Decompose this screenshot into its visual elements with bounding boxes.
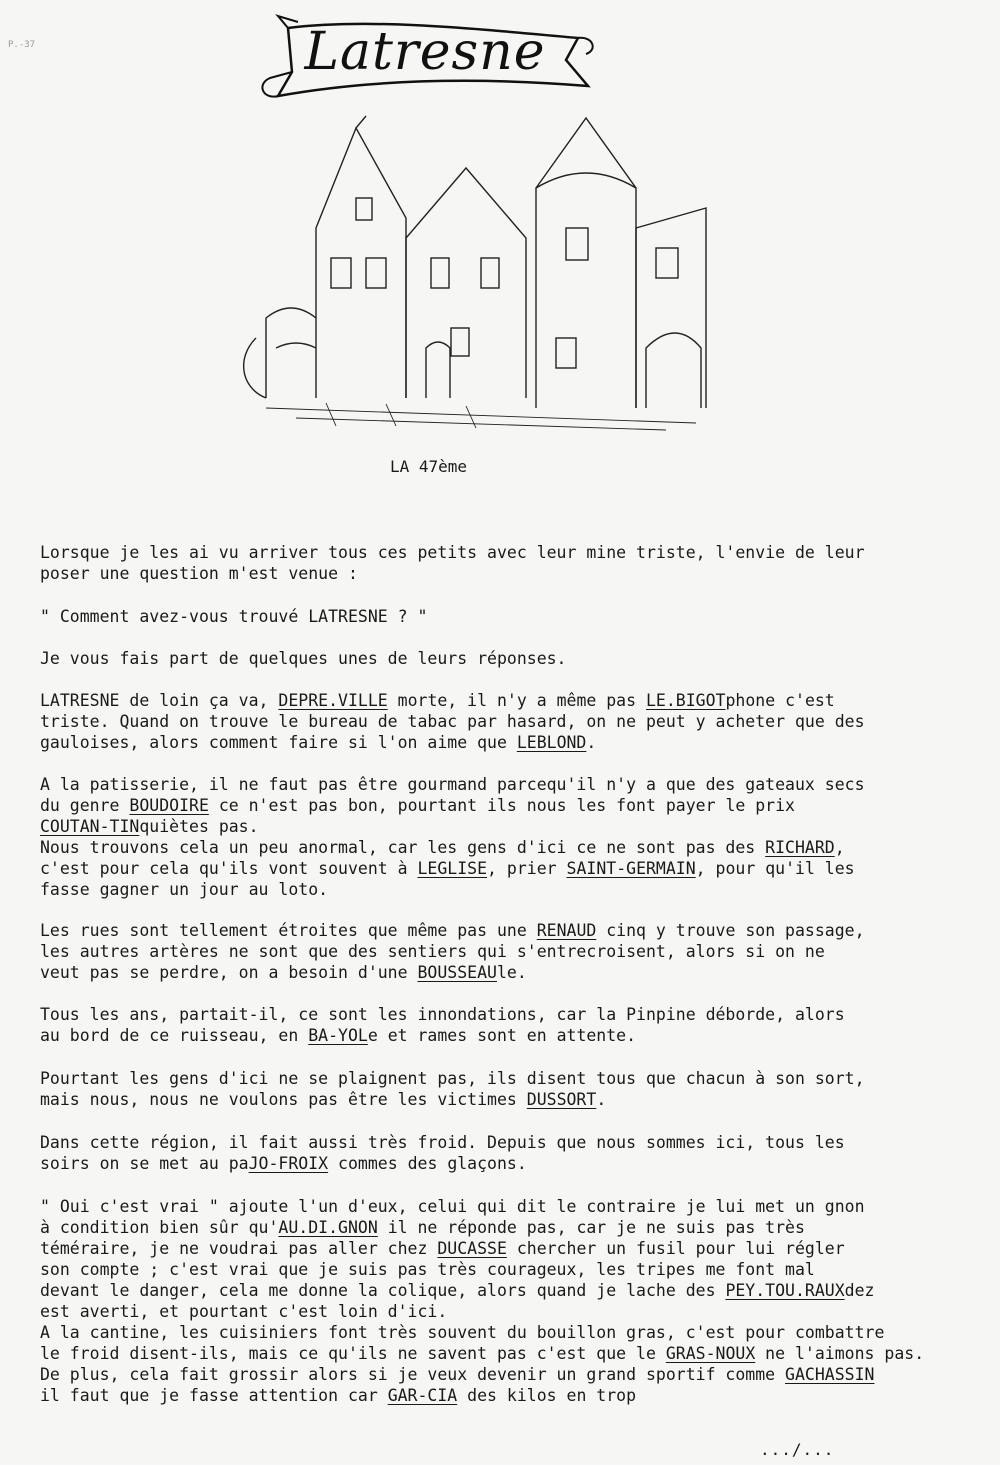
text-segment: quiètes pas.: [139, 817, 259, 836]
text-line: [40, 1322, 1000, 1343]
text-segment: De plus, cela fait grossir alors si je veux devenir un grand sportif comme: [40, 1365, 786, 1384]
paragraph: [40, 774, 1000, 900]
paragraph: [40, 542, 1000, 584]
text-segment: triste. Quand on trouve le bureau de tabac par hasard, on ne peut y acheter que des: [40, 712, 865, 731]
text-line: [40, 1025, 1000, 1046]
underlined-name: DEPRE.VILLE: [278, 691, 388, 710]
text-segment: commes des glaçons.: [328, 1154, 527, 1173]
text-segment: est averti, et pourtant c'est loin d'ici.: [40, 1302, 448, 1321]
underlined-name: PEY.TOU.RAUX: [725, 1281, 845, 1300]
text-segment: fasse gagner un jour au loto.: [40, 880, 329, 899]
text-line: [40, 1364, 1000, 1385]
text-segment: cinq y trouve son passage,: [596, 921, 865, 940]
text-line: [40, 858, 1000, 879]
chateau-illustration: [206, 108, 712, 438]
text-segment: , pour qu'il les: [695, 859, 855, 878]
text-line: [40, 1132, 1000, 1153]
text-line: [40, 711, 1000, 732]
text-segment: des kilos en trop: [457, 1386, 637, 1405]
text-line: [40, 1004, 1000, 1025]
text-segment: ce n'est pas bon, pourtant ils nous les font payer le prix: [208, 796, 795, 815]
corner-mark: P.-37: [8, 40, 36, 50]
text-line: [40, 879, 1000, 900]
text-line: [40, 563, 1000, 584]
underlined-name: RICHARD: [765, 838, 835, 857]
text-line: [40, 1217, 1000, 1238]
continuation-mark: .../...: [760, 1440, 835, 1459]
text-segment: soirs on se met au pa: [40, 1154, 249, 1173]
text-line: [40, 1068, 1000, 1089]
text-segment: Je vous fais part de quelques unes de leurs réponses.: [40, 649, 567, 668]
text-segment: mais nous, nous ne voulons pas être les victimes: [40, 1090, 527, 1109]
underlined-name: AU.DI.GNON: [278, 1218, 378, 1237]
paragraph: [40, 1068, 1000, 1110]
round-tower: [536, 118, 636, 408]
underlined-name: DUSSORT: [526, 1090, 597, 1109]
text-line: [40, 920, 1000, 941]
ground-hatching: [266, 403, 696, 430]
text-segment: à condition bien sûr qu': [40, 1218, 279, 1237]
underlined-name: BOUDOIRE: [129, 796, 209, 815]
text-segment: e et rames sont en attente.: [367, 1026, 637, 1045]
text-segment: chercher un fusil pour lui régler: [506, 1239, 845, 1258]
text-line: [40, 1089, 1000, 1110]
text-segment: " Comment avez-vous trouvé LATRESNE ? ": [40, 607, 428, 626]
text-segment: poser une question m'est venue :: [40, 564, 358, 583]
underlined-name: LEBLOND: [516, 733, 587, 752]
text-segment: le.: [496, 963, 527, 982]
paragraph: [40, 920, 1000, 983]
text-segment: morte, il n'y a même pas: [387, 691, 646, 710]
tower-left: [316, 116, 406, 398]
text-segment: Tous les ans, partait-il, ce sont les innondations, car la Pinpine déborde, alors: [40, 1005, 845, 1024]
text-segment: veut pas se perdre, on a besoin d'une: [40, 963, 418, 982]
text-segment: A la patisserie, il ne faut pas être gourmand parcequ'il n'y a que des gateaux secs: [40, 775, 865, 794]
underlined-name: GACHASSIN: [785, 1365, 875, 1384]
text-segment: .: [596, 1090, 607, 1109]
text-segment: du genre: [40, 796, 130, 815]
text-line: [40, 1385, 1000, 1406]
text-segment: " Oui c'est vrai " ajoute l'un d'eux, celui qui dit le contraire je lui met un gnon: [40, 1197, 865, 1216]
paragraph: [40, 1196, 1000, 1322]
text-line: [40, 941, 1000, 962]
banner-title: Latresne: [304, 22, 546, 82]
text-line: [40, 1301, 1000, 1322]
text-line: [40, 1343, 1000, 1364]
text-line: [40, 1259, 1000, 1280]
text-line: [40, 732, 1000, 753]
text-segment: le froid disent-ils, mais ce qu'ils ne savent pas c'est que le: [40, 1344, 666, 1363]
underlined-name: SAINT-GERMAIN: [566, 859, 696, 878]
paragraph: [40, 1322, 1000, 1406]
underlined-name: RENAUD: [536, 921, 597, 940]
underlined-name: COUTAN-TIN: [40, 817, 140, 836]
text-line: [40, 795, 1000, 816]
text-segment: Pourtant les gens d'ici ne se plaignent pas, ils disent tous que chacun à son sort,: [40, 1069, 865, 1088]
text-line: [40, 837, 1000, 858]
paragraph: [40, 648, 1000, 669]
text-segment: A la cantine, les cuisiniers font très souvent du bouillon gras, c'est pour combattre: [40, 1323, 885, 1342]
text-segment: c'est pour cela qu'ils vont souvent à: [40, 859, 418, 878]
text-segment: gauloises, alors comment faire si l'on aime que: [40, 733, 517, 752]
text-line: [40, 962, 1000, 983]
underlined-name: LEGLISE: [417, 859, 488, 878]
right-wing: [636, 208, 706, 408]
underlined-name: GRAS-NOUX: [665, 1344, 756, 1363]
text-segment: ne l'aimons pas.: [755, 1344, 925, 1363]
paragraph: [40, 690, 1000, 753]
text-line: [40, 648, 1000, 669]
paragraph: [40, 1004, 1000, 1046]
left-stair: [244, 308, 316, 398]
text-segment: ,: [834, 838, 845, 857]
underlined-name: JO-FROIX: [248, 1154, 329, 1173]
text-segment: les autres artères ne sont que des sentiers qui s'entrecroisent, alors si on ne: [40, 942, 825, 961]
text-segment: il ne réponde pas, car je ne suis pas très: [377, 1218, 805, 1237]
text-line: [40, 1238, 1000, 1259]
text-segment: il faut que je fasse attention car: [40, 1386, 388, 1405]
text-line: [40, 816, 1000, 837]
text-line: [40, 542, 1000, 563]
text-line: [40, 1196, 1000, 1217]
text-segment: devant le danger, cela me donne la colique, alors quand je lache des: [40, 1281, 726, 1300]
caption: LA 47ème: [390, 457, 468, 476]
text-line: [40, 1153, 1000, 1174]
text-segment: LATRESNE de loin ça va,: [40, 691, 279, 710]
underlined-name: DUCASSE: [437, 1239, 507, 1258]
underlined-name: LE.BIGOT: [645, 691, 726, 710]
text-segment: Nous trouvons cela un peu anormal, car les gens d'ici ce ne sont pas des: [40, 838, 766, 857]
underlined-name: BOUSSEAU: [417, 963, 497, 982]
text-segment: téméraire, je ne voudrai pas aller chez: [40, 1239, 438, 1258]
text-segment: dez: [844, 1281, 875, 1300]
main-house: [406, 168, 526, 398]
paragraph: [40, 1132, 1000, 1174]
text-segment: phone c'est: [725, 691, 835, 710]
text-line: [40, 606, 1000, 627]
text-segment: .: [586, 733, 597, 752]
text-segment: , prier: [487, 859, 567, 878]
text-segment: Les rues sont tellement étroites que même pas une: [40, 921, 537, 940]
text-line: [40, 774, 1000, 795]
paragraph: [40, 606, 1000, 627]
text-segment: Dans cette région, il fait aussi très froid. Depuis que nous sommes ici, tous les: [40, 1133, 845, 1152]
text-segment: Lorsque je les ai vu arriver tous ces petits avec leur mine triste, l'envie de leur: [40, 543, 865, 562]
text-line: [40, 690, 1000, 711]
text-segment: son compte ; c'est vrai que je suis pas très courageux, les tripes me font mal: [40, 1260, 815, 1279]
underlined-name: GAR-CIA: [387, 1386, 458, 1405]
underlined-name: BA-YOL: [308, 1026, 368, 1045]
text-segment: au bord de ce ruisseau, en: [40, 1026, 309, 1045]
text-line: [40, 1280, 1000, 1301]
